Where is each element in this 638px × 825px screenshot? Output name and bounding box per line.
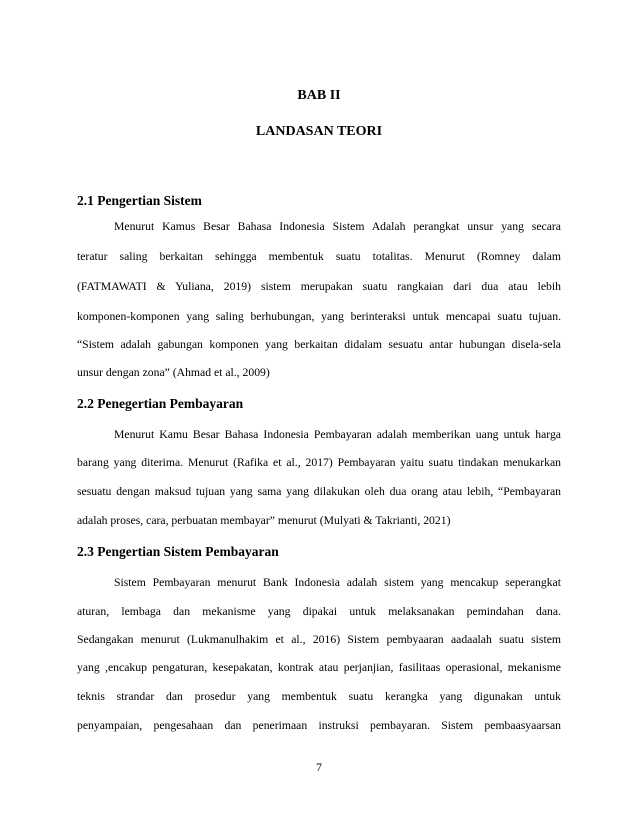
paragraph-line: penyampaian, pengesahaan dan penerimaan instruksi pembayaran. Sistem pembaasyaarsan xyxy=(77,719,561,732)
paragraph-line: Sistem Pembayaran menurut Bank Indonesia adalah sistem yang mencakup seperangkat xyxy=(114,576,561,589)
paragraph-line: Menurut Kamu Besar Bahasa Indonesia Pembayaran adalah memberikan uang untuk harga xyxy=(114,428,561,441)
paragraph-line: (FATMAWATI & Yuliana, 2019) sistem merupakan suatu rangkaian dari dua atau lebih xyxy=(77,280,561,293)
paragraph-line: Menurut Kamus Besar Bahasa Indonesia Sistem Adalah perangkat unsur yang secara xyxy=(114,220,561,233)
chapter-number: BAB II xyxy=(297,88,341,103)
paragraph-line: aturan, lembaga dan mekanisme yang dipakai untuk melaksanakan pemindahan dana. xyxy=(77,605,561,618)
paragraph-line: sesuatu dengan maksud tujuan yang sama yang dilakukan oleh dua orang atau lebih, “Pembayaran xyxy=(77,485,561,498)
paragraph-line: teknis strandar dan prosedur yang membentuk suatu kerangka yang digunakan untuk xyxy=(77,690,561,703)
section-heading-2-3: 2.3 Pengertian Sistem Pembayaran xyxy=(77,544,279,559)
section-heading-2-2: 2.2 Penegertian Pembayaran xyxy=(77,396,244,411)
paragraph-line: unsur dengan zona” (Ahmad et al., 2009) xyxy=(77,366,270,379)
paragraph-line: adalah proses, cara, perbuatan membayar” menurut (Mulyati & Takrianti, 2021) xyxy=(77,514,451,527)
page-number: 7 xyxy=(316,761,322,774)
section-heading-2-1: 2.1 Pengertian Sistem xyxy=(77,193,202,208)
paragraph-line: “Sistem adalah gabungan komponen yang berkaitan didalam sesuatu antar hubungan disela-sela xyxy=(77,338,561,351)
paragraph-line: komponen-komponen yang saling berhubungan, yang berinteraksi untuk mencapai suatu tujuan. xyxy=(77,310,561,323)
paragraph-line: yang ,encakup pengaturan, kesepakatan, kontrak atau perjanjian, fasilitaas operasional, mekanisme xyxy=(77,661,561,674)
paragraph-line: teratur saling berkaitan sehingga membentuk suatu totalitas. Menurut (Romney dalam xyxy=(77,250,561,263)
chapter-title: LANDASAN TEORI xyxy=(255,124,383,139)
paragraph-line: barang yang diterima. Menurut (Rafika et al., 2017) Pembayaran yaitu suatu tindakan menukarkan xyxy=(77,456,561,469)
paragraph-line: Sedangakan menurut (Lukmanulhakim et al., 2016) Sistem pembyaaran aadaalah suatu sistem xyxy=(77,633,561,646)
